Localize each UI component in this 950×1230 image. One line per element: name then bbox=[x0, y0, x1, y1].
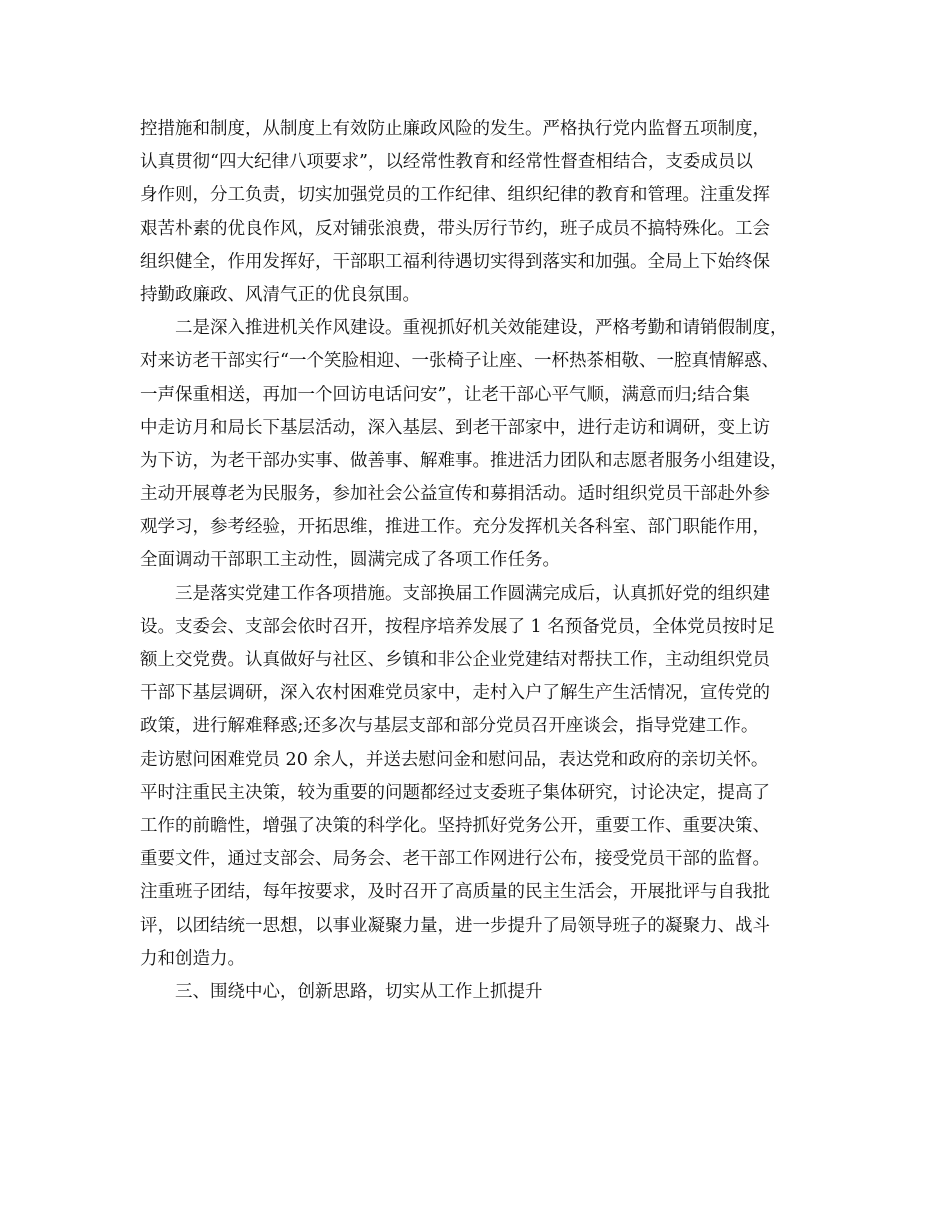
document-body bbox=[140, 113, 830, 1009]
text-line: 工作的前瞻性，增强了决策的科学化。坚持抓好党务公开，重要工作、重要决策、 bbox=[140, 815, 770, 836]
text-line: 三、围绕中心，创新思路，切实从工作上抓提升 bbox=[175, 981, 543, 1002]
text-line: 为下访，为老干部办实事、做善事、解难事。推进活力团队和志愿者服务小组建设， bbox=[140, 450, 788, 471]
text-line: 中走访月和局长下基层活动，深入基层、到老干部家中，进行走访和调研，变上访 bbox=[140, 417, 770, 438]
text-line: 走访慰问困难党员 20 余人，并送去慰问金和慰问品，表达党和政府的亲切关怀。 bbox=[140, 749, 769, 770]
text-line: 控措施和制度，从制度上有效防止廉政风险的发生。严格执行党内监督五项制度， bbox=[140, 119, 770, 139]
text-line: 持勤政廉政、风清气正的优良氛围。 bbox=[140, 284, 420, 305]
text-line: 力和创造力。 bbox=[140, 948, 245, 969]
text-line: 组织健全，作用发挥好，干部职工福利待遇切实得到落实和加强。全局上下始终保 bbox=[140, 251, 770, 272]
text-line: 平时注重民主决策，较为重要的问题都经过支委班子集体研究，讨论决定，提高了 bbox=[140, 782, 770, 803]
text-line: 主动开展尊老为民服务，参加社会公益宣传和募捐活动。适时组织党员干部赴外参 bbox=[140, 484, 770, 505]
text-line: 额上交党费。认真做好与社区、乡镇和非公企业党建结对帮扶工作，主动组织党员 bbox=[140, 650, 770, 670]
text-line: 观学习，参考经验，开拓思维，推进工作。充分发挥机关各科室、部门职能作用， bbox=[140, 517, 770, 538]
text-line: 对来访老干部实行“一个笑脸相迎、一张椅子让座、一杯热茶相敬、一腔真情解惑、 bbox=[140, 351, 779, 372]
text-line: 全面调动干部职工主动性，圆满完成了各项工作任务。 bbox=[140, 550, 560, 571]
text-line: 干部下基层调研，深入农村困难党员家中，走村入户了解生产生活情况，宣传党的 bbox=[140, 683, 770, 704]
text-line: 三是落实党建工作各项措施。支部换届工作圆满完成后，认真抓好党的组织建 bbox=[175, 583, 770, 604]
text-line: 二是深入推进机关作风建设。重视抓好机关效能建设，严格考勤和请销假制度， bbox=[175, 318, 788, 339]
text-line: 重要文件，通过支部会、局务会、老干部工作网进行公布，接受党员干部的监督。 bbox=[140, 849, 770, 870]
text-line: 认真贯彻“四大纪律八项要求”，以经常性教育和经常性督查相结合，支委成员以 bbox=[140, 152, 753, 173]
text-line: 一声保重相送，再加一个回访电话问安”，让老干部心平气顺，满意而归;结合集 bbox=[140, 384, 750, 405]
text-line: 艰苦朴素的优良作风，反对铺张浪费，带头厉行节约，班子成员不搞特殊化。工会 bbox=[140, 218, 770, 239]
text-line: 评，以团结统一思想，以事业凝聚力量，进一步提升了局领导班子的凝聚力、战斗 bbox=[140, 915, 770, 936]
text-line: 身作则，分工负责，切实加强党员的工作纪律、组织纪律的教育和管理。注重发挥 bbox=[140, 185, 770, 206]
text-line: 注重班子团结，每年按要求，及时召开了高质量的民主生活会，开展批评与自我批 bbox=[140, 882, 770, 903]
text-line: 设。支委会、支部会依时召开，按程序培养发展了 1 名预备党员，全体党员按时足 bbox=[140, 616, 775, 637]
text-line: 政策，进行解难释惑;还多次与基层支部和部分党员召开座谈会，指导党建工作。 bbox=[140, 716, 759, 737]
